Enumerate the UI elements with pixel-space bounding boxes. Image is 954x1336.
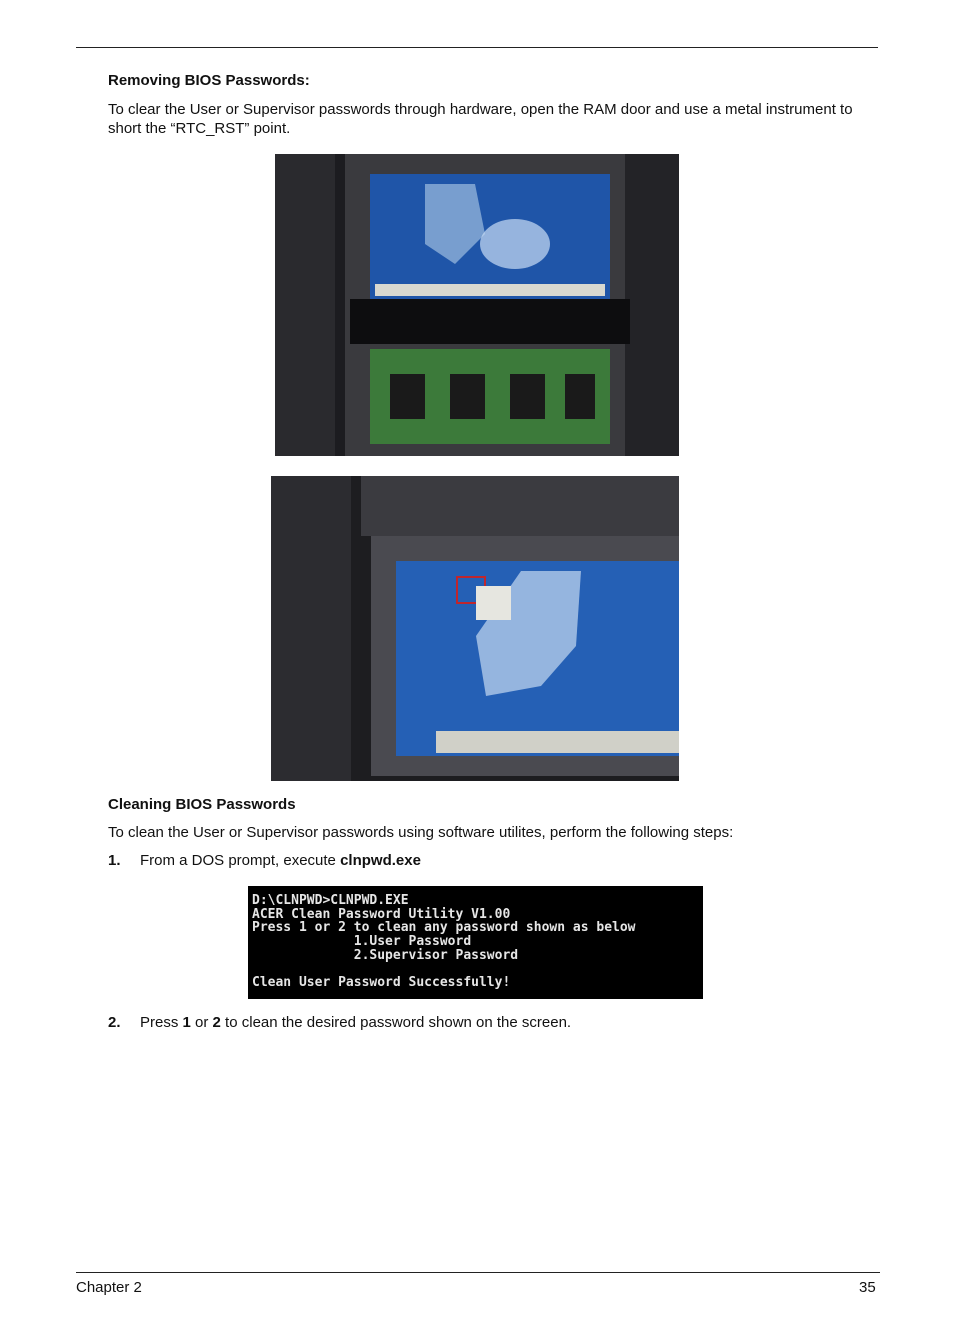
step-2-key-1: 1 [182, 1014, 191, 1031]
ram-bay-illustration [275, 154, 679, 456]
section-heading-cleaning: Cleaning BIOS Passwords [108, 796, 296, 813]
step-1-number: 1. [108, 852, 121, 869]
step-2-number: 2. [108, 1014, 121, 1031]
rtc-rst-photo [271, 476, 679, 781]
header-rule [76, 47, 878, 48]
step-1-command: clnpwd.exe [340, 852, 421, 869]
rtc-rst-illustration [271, 476, 679, 781]
step-2-key-2: 2 [212, 1014, 221, 1031]
console-line: D:\CLNPWD>CLNPWD.EXE [252, 893, 409, 908]
removing-paragraph: To clear the User or Supervisor passwords through hardware, open the RAM door and use a metal instrument to short the “RTC_RST” point. [108, 101, 853, 137]
step-1 [108, 851, 883, 870]
console-line [252, 963, 699, 977]
step-1-text: From a DOS prompt, execute [140, 852, 341, 869]
cleaning-paragraph: To clean the User or Supervisor passwords using software utilites, perform the following steps: [108, 824, 734, 841]
section-heading-removing: Removing BIOS Passwords: [108, 72, 310, 89]
footer-page-number: 35 [859, 1279, 876, 1296]
step-2 [108, 1013, 883, 1032]
console-line: ACER Clean Password Utility V1.00 [252, 906, 511, 922]
step-2-text-pre: Press [140, 1014, 183, 1031]
console-line: 1.User Password [252, 934, 472, 950]
footer-chapter: Chapter 2 [76, 1279, 142, 1296]
step-2-text-post: to clean the desired password shown on the screen. [220, 1014, 572, 1031]
dos-console-screenshot [248, 886, 703, 999]
ram-bay-photo [275, 154, 679, 456]
console-line: 2.Supervisor Password [252, 947, 519, 963]
footer-rule [76, 1272, 880, 1273]
console-line: Press 1 or 2 to clean any password shown as below [252, 920, 636, 936]
console-line: Clean User Password Successfully! [252, 975, 511, 991]
step-2-text-mid: or [190, 1014, 213, 1031]
